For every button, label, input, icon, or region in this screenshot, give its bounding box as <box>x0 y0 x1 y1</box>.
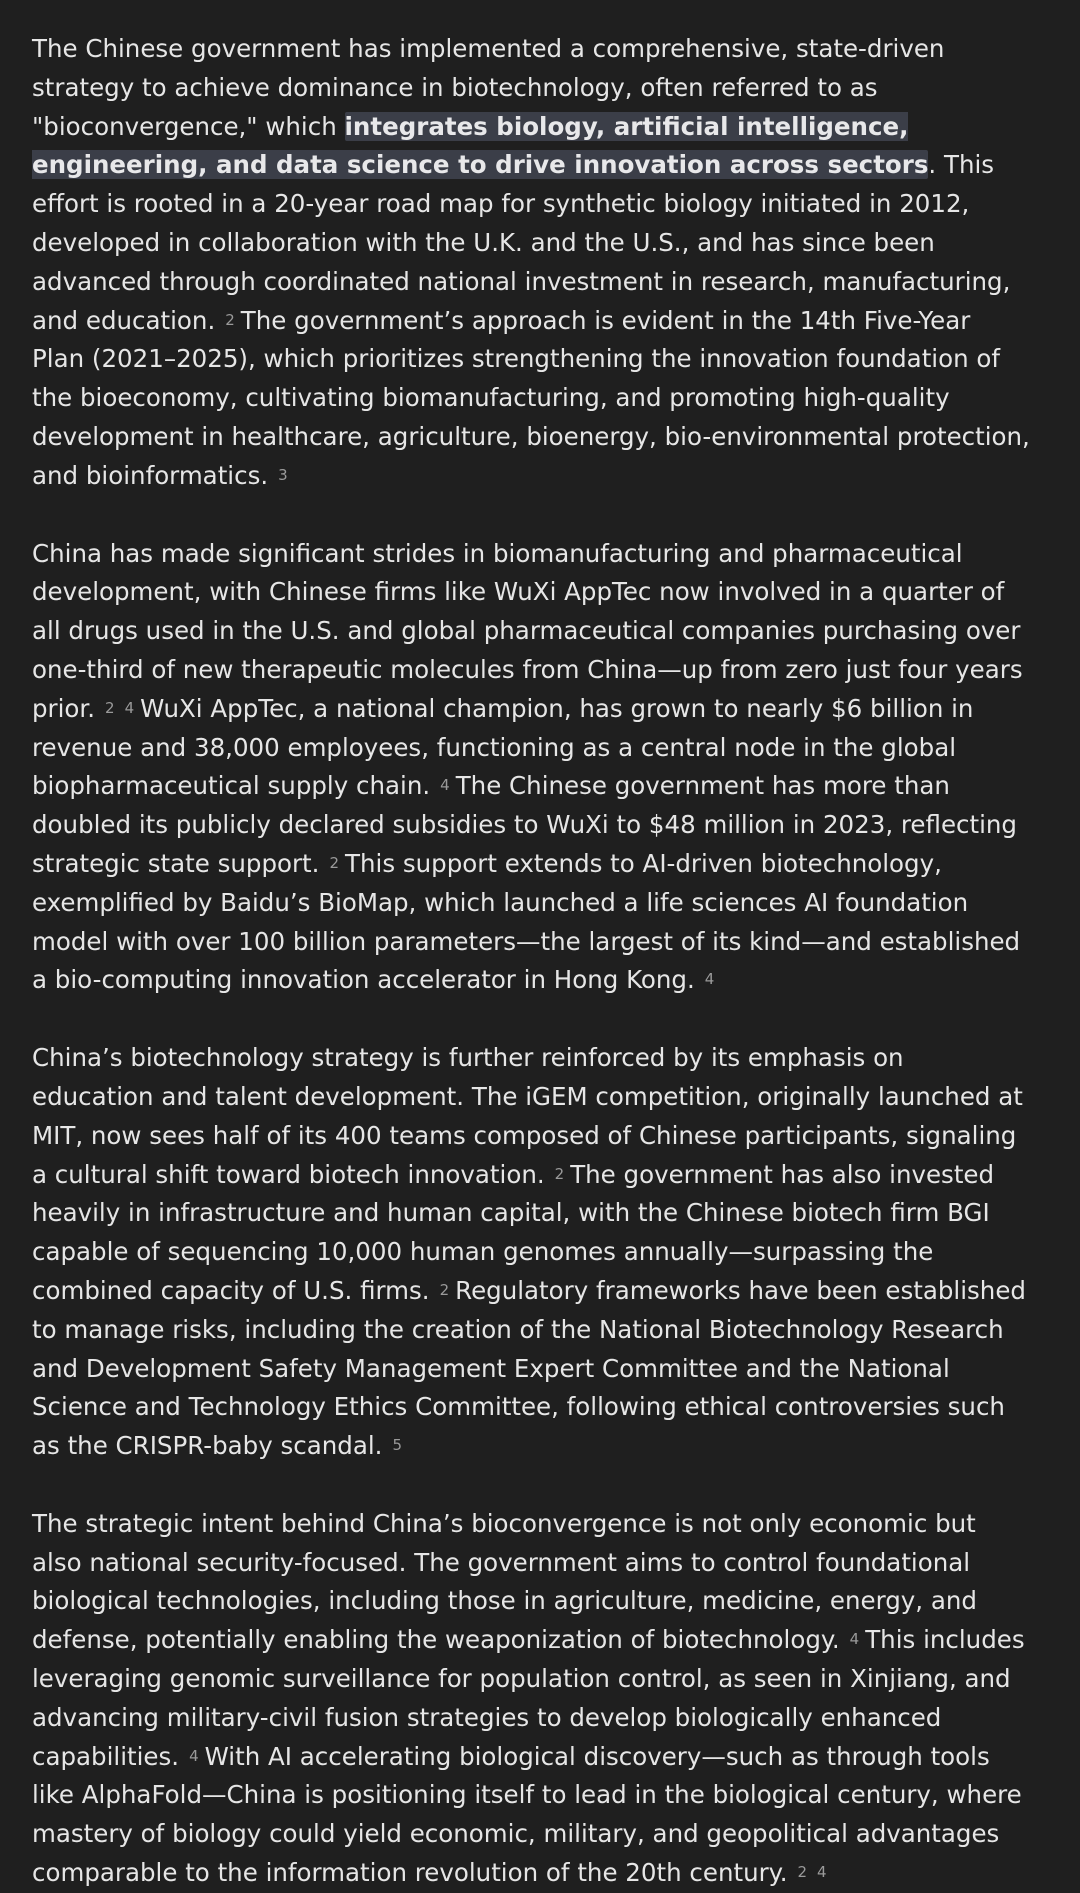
paragraph-text: This support extends to AI-driven biotechnology, exemplified by Baidu’s BioMap, which launched a life sciences AI foundation model with over 100 billion parameters—the largest of its kind—and established a bio-computing innovation accelerator in Hong Kong. <box>32 848 1021 995</box>
article-paragraph <box>32 1039 1030 1466</box>
paragraph-text: The government’s approach is evident in the 14th Five-Year Plan (2021–2025), which prioritizes strengthening the innovation foundation of the bioeconomy, cultivating biomanufacturing, and promoting high-quality development in healthcare, agriculture, bioenergy, bio-environmental protection, and bioinformatics. <box>32 305 1030 490</box>
citation-marker[interactable]: 4 <box>189 1746 199 1765</box>
article-paragraph <box>32 535 1030 1001</box>
citation-marker[interactable]: 2 <box>439 1280 450 1299</box>
paragraph-text: The Chinese government has implemented a comprehensive, state-driven strategy to achieve dominance in biotechnology, often referred to as "bioconvergence," which <box>32 34 945 141</box>
paragraph-text: China’s biotechnology strategy is further reinforced by its emphasis on education and talent development. The iGEM competition, originally launched at MIT, now sees half of its 400 teams composed of Chinese participants, signaling a cultural shift toward biotech innovation. <box>32 1043 1023 1189</box>
highlighted-text: integrates biology, artificial intelligence, engineering, and data science to drive innovation across sectors <box>32 111 929 180</box>
citation-marker[interactable]: 2 <box>105 698 115 717</box>
paragraph-text: With AI accelerating biological discovery—such as through tools like AlphaFold—China is positioning itself to lead in the biological century, where mastery of biology could yield economic, military, and geopolitical advantages comparable to the information revolution of the 20th century. <box>32 1741 1022 1888</box>
citation-marker[interactable]: 2 <box>554 1164 565 1183</box>
article-paragraph <box>32 30 1030 496</box>
paragraph-text: This includes leveraging genomic surveillance for population control, as seen in Xinjiang, and advancing military-civil fusion strategies to develop biologically enhanced capabilities. <box>32 1625 1025 1771</box>
citation-marker[interactable]: 2 <box>797 1863 808 1882</box>
paragraph-text: China has made significant strides in biomanufacturing and pharmaceutical development, with Chinese firms like WuXi AppTec now involved in a quarter of all drugs used in the U.S. and global pharmaceutical companies purchasing over one-third of new therapeutic molecules from China—up from zero just four years prior. <box>32 538 1023 723</box>
citation-marker[interactable]: 5 <box>392 1436 402 1455</box>
citation-marker[interactable]: 2 <box>329 853 340 872</box>
article-paragraph <box>32 1505 1030 1893</box>
citation-marker[interactable]: 4 <box>849 1630 860 1649</box>
citation-marker[interactable]: 4 <box>704 970 715 989</box>
paragraph-text: Regulatory frameworks have been established to manage risks, including the creation of the National Biotechnology Research and Development Safety Management Expert Committee and the National Science and Technology Ethics Committee, following ethical controversies such as the CRISPR-baby scandal. <box>32 1275 1026 1461</box>
paragraph-text: WuXi AppTec, a national champion, has grown to nearly $6 billion in revenue and 38,000 employees, functioning as a central node in the global biopharmaceutical supply chain. <box>32 693 974 801</box>
paragraph-text: . This effort is rooted in a 20-year road map for synthetic biology initiated in 2012, developed in collaboration with the U.K. and the U.S., and has since been advanced through coordinated national investment in research, manufacturing, and education. <box>32 150 1011 335</box>
citation-marker[interactable]: 4 <box>440 776 450 795</box>
paragraph-text: The government has also invested heavily in infrastructure and human capital, with the Chinese biotech firm BGI capable of sequencing 10,000 human genomes annually—surpassing the combined capacity of U.S. firms. <box>32 1159 995 1305</box>
citation-marker[interactable]: 4 <box>817 1863 827 1882</box>
citation-marker[interactable]: 4 <box>124 698 135 717</box>
paragraph-text: The Chinese government has more than doubled its publicly declared subsidies to WuXi to $48 million in 2023, reflecting strategic state support. <box>32 771 1017 878</box>
citation-marker[interactable]: 2 <box>225 310 235 329</box>
paragraph-text: The strategic intent behind China’s bioconvergence is not only economic but also national security-focused. The government aims to control foundational biological technologies, including those in agriculture, medicine, energy, and defense, potentially enabling the weaponization of biotechnology. <box>32 1508 977 1655</box>
citation-marker[interactable]: 3 <box>278 465 288 484</box>
